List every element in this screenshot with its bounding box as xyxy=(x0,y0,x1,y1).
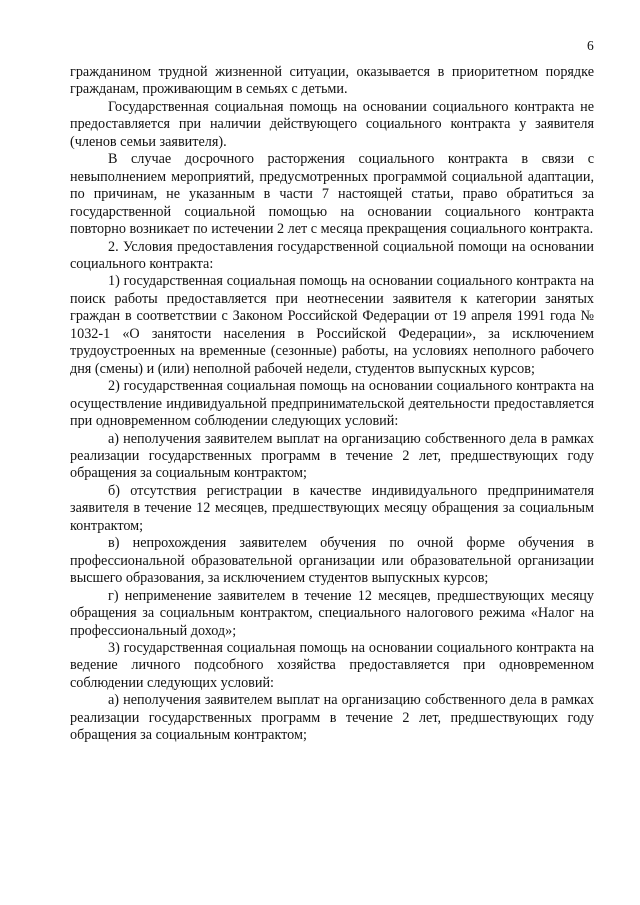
list-item-3: 3) государственная социальная помощь на основании социального контракта на ведение личного подсобного хозяйства предоставляется при одновременном соблюдении следующих условий: xyxy=(70,639,594,691)
document-body xyxy=(70,64,594,745)
sub-item-a: а) неполучения заявителем выплат на организацию собственного дела в рамках реализации государственных программ в течение 2 лет, предшествующих году обращения за социальным контрактом; xyxy=(70,692,594,744)
page-number: 6 xyxy=(587,38,594,53)
list-item-1: 1) государственная социальная помощь на основании социального контракта на поиск работы предоставляется при неотнесении заявителя к категории занятых граждан в соответствии с Законом Российской Федерации от 19 апреля 1991 года № 1032-1 «О занятости населения в Российской Федерации», за исключением трудоустроенных на временные (сезонные) работы, на условиях неполного рабочего дня (смены) и (или) неполной рабочей недели, студентов выпускных курсов; xyxy=(70,273,594,377)
sub-item-b: б) отсутствия регистрации в качестве индивидуального предпринимателя заявителя в течение 12 месяцев, предшествующих месяцу обращения за социальным контрактом; xyxy=(70,482,594,534)
paragraph-continuation: гражданином трудной жизненной ситуации, оказывается в приоритетном порядке гражданам, проживающим в семьях с детьми. xyxy=(70,64,594,98)
paragraph: В случае досрочного расторжения социального контракта в связи с невыполнением мероприятий, предусмотренных программой социальной адаптации, по причинам, не указанным в части 7 настоящей статьи, право обратиться за государственной социальной помощью на основании социального контракта повторно возникает по истечении 2 лет с месяца прекращения социального контракта. xyxy=(70,151,594,238)
paragraph: Государственная социальная помощь на основании социального контракта не предоставляется при наличии действующего социального контракта у заявителя (членов семьи заявителя). xyxy=(70,98,594,150)
section-heading-paragraph: 2. Условия предоставления государственной социальной помощи на основании социального контракта: xyxy=(70,238,594,272)
sub-item-a: а) неполучения заявителем выплат на организацию собственного дела в рамках реализации государственных программ в течение 2 лет, предшествующих году обращения за социальным контрактом; xyxy=(70,430,594,482)
sub-item-v: в) непрохождения заявителем обучения по очной форме обучения в профессиональной образовательной организации или образовательной организации высшего образования, за исключением студентов выпускных курсов; xyxy=(70,535,594,587)
list-item-2: 2) государственная социальная помощь на основании социального контракта на осуществление индивидуальной предпринимательской деятельности предоставляется при одновременном соблюдении следующих условий: xyxy=(70,378,594,430)
sub-item-g: г) неприменение заявителем в течение 12 месяцев, предшествующих месяцу обращения за социальным контрактом, специального налогового режима «Налог на профессиональный доход»; xyxy=(70,587,594,639)
